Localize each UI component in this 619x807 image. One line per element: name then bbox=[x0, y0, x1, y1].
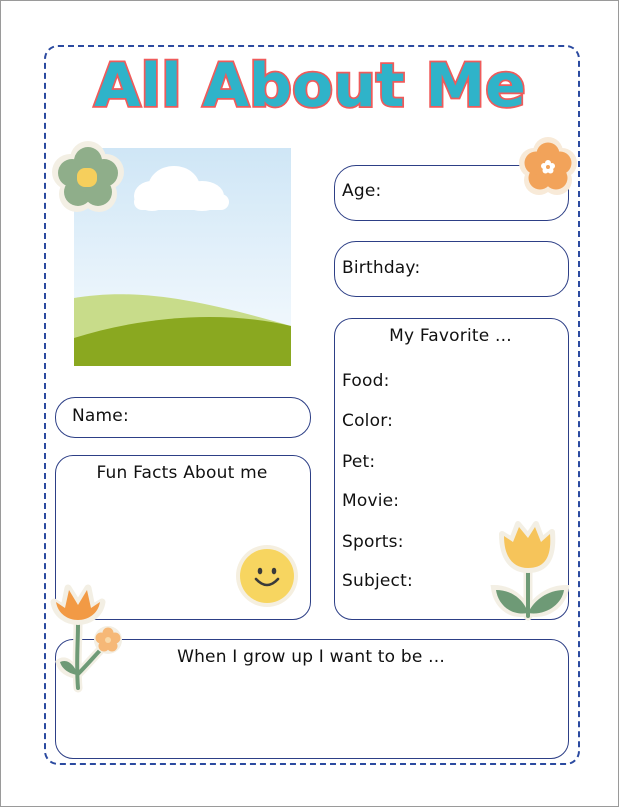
favorite-food-label: Food: bbox=[342, 371, 390, 391]
birthday-label: Birthday: bbox=[342, 258, 421, 278]
favorite-color-label: Color: bbox=[342, 411, 394, 431]
tulip-icon bbox=[488, 518, 572, 622]
orange-flower-icon bbox=[517, 136, 579, 198]
green-flower-icon bbox=[50, 140, 126, 216]
favorite-sports-label: Sports: bbox=[342, 532, 404, 552]
name-label: Name: bbox=[72, 406, 129, 426]
grow-up-heading: When I grow up I want to be ... bbox=[177, 647, 445, 667]
favorite-movie-label: Movie: bbox=[342, 491, 400, 511]
page-title bbox=[60, 44, 560, 124]
favorites-heading: My Favorite ... bbox=[389, 326, 512, 346]
orange-bouquet-icon bbox=[48, 584, 128, 694]
fun-facts-heading: Fun Facts About me bbox=[96, 463, 268, 483]
title-text: All About Me bbox=[94, 51, 526, 121]
smiley-icon bbox=[234, 543, 300, 609]
favorite-subject-label: Subject: bbox=[342, 571, 413, 591]
favorite-pet-label: Pet: bbox=[342, 452, 376, 472]
age-label: Age: bbox=[342, 181, 382, 201]
